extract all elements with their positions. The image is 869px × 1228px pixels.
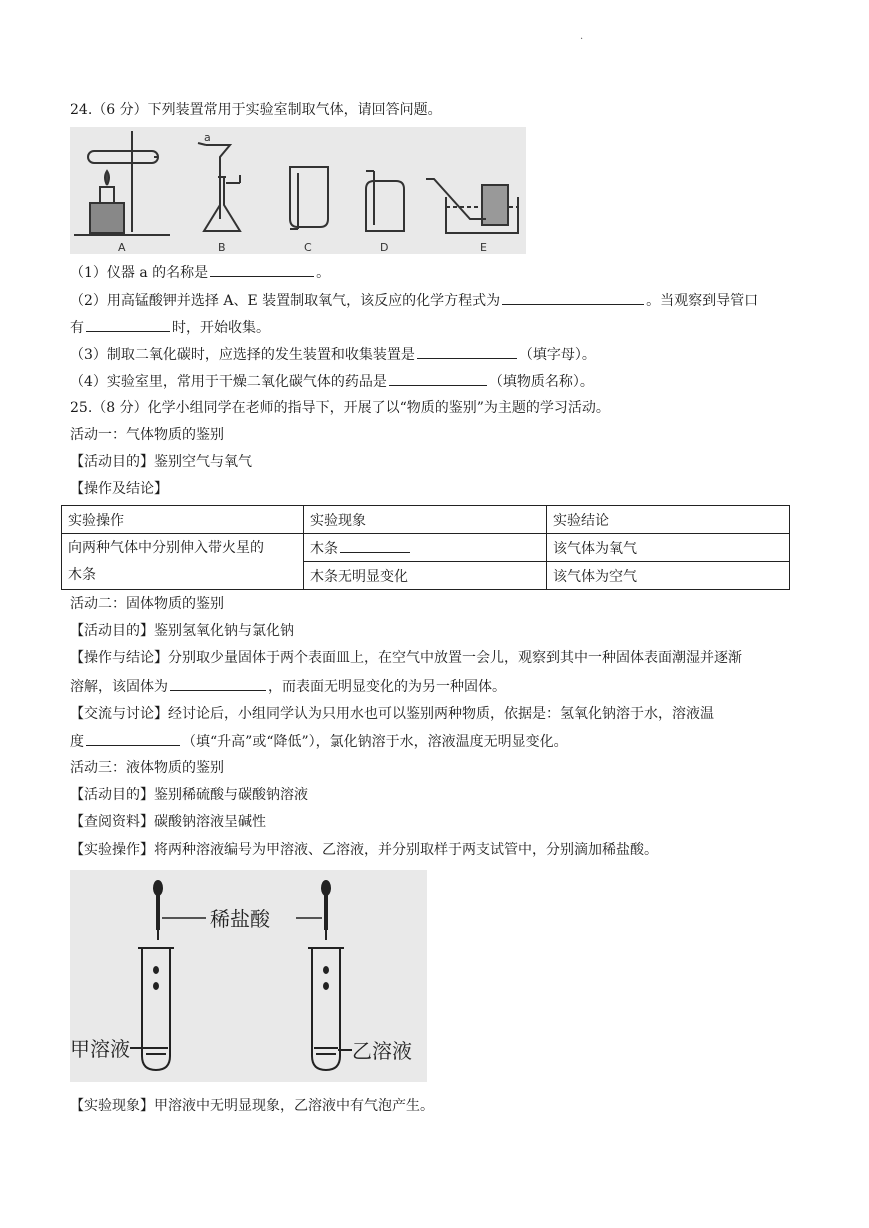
table-header-concl: 实验结论 [547, 506, 790, 534]
q24-stem: 24.（6 分）下列装置常用于实验室制取气体，请回答问题。 [70, 102, 442, 118]
act1-title: 活动一：气体物质的鉴别 [70, 427, 224, 443]
q24-sub3-pre: （3）制取二氧化碳时，应选择的发生装置和收集装置是 [70, 347, 415, 363]
label-B: B [218, 241, 226, 254]
act2-disc2-pre: 度 [70, 734, 84, 750]
act3-phen: 【实验现象】甲溶液中无明显现象，乙溶液中有气泡产生。 [70, 1098, 434, 1114]
answer-blank[interactable] [340, 538, 410, 553]
phen1-text: 木条 [310, 540, 338, 557]
act2-ops2 [70, 676, 506, 697]
table-row [62, 534, 790, 562]
table-header-op: 实验操作 [62, 506, 304, 534]
q24-sub2-pre: （2）用高锰酸钾并选择 A、E 装置制取氧气，该反应的化学方程式为 [70, 293, 501, 309]
table-cell-concl1: 该气体为氧气 [547, 534, 790, 562]
table-cell-op [62, 534, 304, 590]
q24-sub2-post: 。当观察到导管口 [646, 293, 759, 309]
label-solution-jia: 甲溶液 [70, 1037, 130, 1061]
act3-ops: 【实验操作】将两种溶液编号为甲溶液、乙溶液，并分别取样于两支试管中，分别滴加稀盐酸。 [70, 842, 658, 858]
label-A: A [118, 241, 126, 254]
act3-title: 活动三：液体物质的鉴别 [70, 760, 224, 776]
q24-sub3-post: （填字母）。 [518, 347, 596, 363]
flask-b [204, 177, 240, 231]
q24-sub4-pre: （4）实验室里，常用于干燥二氧化碳气体的药品是 [70, 374, 387, 390]
answer-blank[interactable] [86, 317, 170, 332]
q24-sub2b [70, 317, 270, 338]
label-E: E [480, 241, 487, 254]
label-dilute-hcl: 稀盐酸 [210, 907, 270, 931]
q24-sub2b-pre: 有 [70, 320, 84, 336]
table-cell-phen1 [304, 534, 547, 562]
label-a-instrument: a [204, 131, 211, 144]
apparatus-figure [70, 127, 526, 254]
act2-goal: 【活动目的】鉴别氢氧化钠与氯化钠 [70, 623, 294, 639]
test-tube-drawing [70, 870, 427, 1082]
op-line2: 木条 [68, 566, 96, 583]
act2-disc2-post: （填“升高”或“降低”），氯化钠溶于水，溶液温度无明显变化。 [182, 734, 568, 750]
delivery-tube-e [426, 179, 486, 219]
label-solution-yi: 乙溶液 [352, 1039, 412, 1063]
answer-blank[interactable] [170, 676, 266, 691]
table-header-phen: 实验现象 [304, 506, 547, 534]
act1-ops: 【操作及结论】 [70, 481, 168, 497]
label-C: C [304, 241, 312, 254]
q24-sub1-post: 。 [316, 265, 331, 281]
test-tube-a [88, 151, 158, 163]
block-a [90, 203, 124, 233]
answer-blank[interactable] [210, 262, 314, 277]
q24-sub1 [70, 262, 330, 283]
burner-a [100, 187, 114, 203]
q24-sub4 [70, 371, 594, 392]
bottle-d [366, 181, 404, 231]
header-mark: · [580, 34, 584, 45]
bottle-c [290, 167, 328, 227]
table-header-row [62, 506, 790, 534]
q24-sub2b-post: 时，开始收集。 [172, 320, 270, 336]
dropper-bulb-right [322, 881, 330, 895]
act2-ops1: 【操作与结论】分别取少量固体于两个表面皿上，在空气中放置一会儿，观察到其中一种固体表面潮湿并逐渐 [70, 650, 742, 666]
answer-blank[interactable] [502, 290, 644, 305]
act2-title: 活动二：固体物质的鉴别 [70, 596, 224, 612]
act2-ops2-pre: 溶解，该固体为 [70, 679, 168, 695]
test-tube-figure [70, 870, 427, 1082]
table-cell-concl2: 该气体为空气 [547, 562, 790, 590]
op-line1: 向两种气体中分别伸入带火星的 [68, 539, 264, 556]
answer-blank[interactable] [86, 731, 180, 746]
answer-blank[interactable] [389, 371, 487, 386]
act2-disc1: 【交流与讨论】经讨论后，小组同学认为只用水也可以鉴别两种物质，依据是：氢氧化钠溶于水，溶液温 [70, 706, 714, 722]
act1-goal: 【活动目的】鉴别空气与氧气 [70, 454, 252, 470]
answer-blank[interactable] [417, 344, 517, 359]
q24-sub4-post: （填物质名称）。 [488, 374, 594, 390]
act2-disc2 [70, 731, 568, 752]
act3-goal: 【活动目的】鉴别稀硫酸与碳酸钠溶液 [70, 787, 308, 803]
q24-sub2 [70, 290, 758, 311]
label-D: D [380, 241, 389, 254]
act2-ops2-post: ，而表面无明显变化的为另一种固体。 [268, 679, 506, 695]
act3-info: 【查阅资料】碳酸钠溶液呈碱性 [70, 814, 266, 830]
table-cell-phen2: 木条无明显变化 [304, 562, 547, 590]
q24-sub1-pre: （1）仪器 a 的名称是 [70, 265, 209, 281]
q25-stem: 25.（8 分）化学小组同学在老师的指导下，开展了以“物质的鉴别”为主题的学习活动。 [70, 400, 610, 416]
q24-sub3 [70, 344, 596, 365]
experiment-table [61, 505, 790, 590]
dropper-bulb-left [154, 881, 162, 895]
apparatus-drawing [70, 127, 526, 254]
